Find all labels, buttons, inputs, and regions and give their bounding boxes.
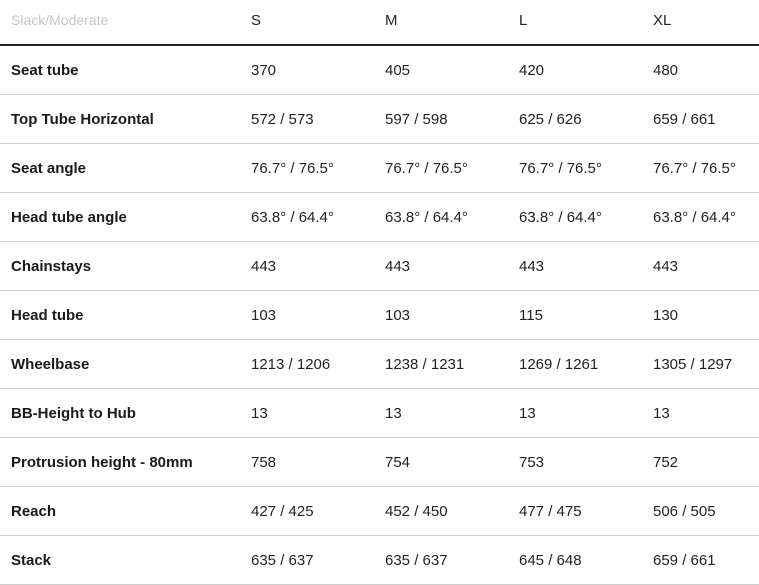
row-label: BB-Height to Hub	[11, 404, 136, 422]
table-row	[0, 536, 759, 585]
size-header-m: M	[385, 11, 398, 29]
row-value: 659 / 661	[653, 110, 716, 128]
row-value: 635 / 637	[251, 551, 314, 569]
table-row	[0, 291, 759, 340]
row-value: 13	[251, 404, 268, 422]
row-value: 13	[653, 404, 670, 422]
row-value: 370	[251, 61, 277, 79]
row-label: Protrusion height - 80mm	[11, 453, 193, 471]
table-row	[0, 95, 759, 144]
row-label: Wheelbase	[11, 355, 90, 373]
table-row	[0, 242, 759, 291]
row-value: 443	[251, 257, 277, 275]
row-value: 427 / 425	[251, 502, 314, 520]
row-label: Stack	[11, 551, 52, 569]
row-label: Head tube	[11, 306, 84, 324]
size-header-s: S	[251, 11, 262, 29]
row-value: 76.7° / 76.5°	[385, 159, 468, 177]
row-value: 1238 / 1231	[385, 355, 465, 373]
row-value: 753	[519, 453, 545, 471]
row-value: 76.7° / 76.5°	[251, 159, 334, 177]
row-value: 758	[251, 453, 277, 471]
row-value: 480	[653, 61, 679, 79]
row-value: 405	[385, 61, 411, 79]
row-value: 443	[519, 257, 545, 275]
size-header-l: L	[519, 11, 528, 29]
row-value: 1305 / 1297	[653, 355, 733, 373]
row-value: 103	[251, 306, 277, 324]
row-value: 13	[385, 404, 402, 422]
row-value: 506 / 505	[653, 502, 716, 520]
row-value: 420	[519, 61, 545, 79]
row-label: Reach	[11, 502, 57, 520]
row-value: 625 / 626	[519, 110, 582, 128]
row-value: 76.7° / 76.5°	[653, 159, 736, 177]
table-row	[0, 438, 759, 487]
table-row	[0, 193, 759, 242]
row-value: 452 / 450	[385, 502, 448, 520]
row-value: 63.8° / 64.4°	[251, 208, 334, 226]
row-value: 63.8° / 64.4°	[653, 208, 736, 226]
row-label: Top Tube Horizontal	[11, 110, 154, 128]
row-value: 1269 / 1261	[519, 355, 599, 373]
row-value: 752	[653, 453, 679, 471]
table-row	[0, 340, 759, 389]
row-label: Head tube angle	[11, 208, 127, 226]
row-value: 597 / 598	[385, 110, 448, 128]
row-value: 130	[653, 306, 679, 324]
row-value: 13	[519, 404, 536, 422]
table-header-row	[0, 0, 759, 46]
row-value: 572 / 573	[251, 110, 314, 128]
row-value: 477 / 475	[519, 502, 582, 520]
row-value: 443	[385, 257, 411, 275]
row-value: 76.7° / 76.5°	[519, 159, 602, 177]
row-value: 63.8° / 64.4°	[385, 208, 468, 226]
row-value: 103	[385, 306, 411, 324]
row-value: 659 / 661	[653, 551, 716, 569]
table-row	[0, 389, 759, 438]
table-row	[0, 46, 759, 95]
row-value: 645 / 648	[519, 551, 582, 569]
row-label: Seat tube	[11, 61, 79, 79]
table-row	[0, 487, 759, 536]
row-value: 635 / 637	[385, 551, 448, 569]
table-row	[0, 144, 759, 193]
row-label: Seat angle	[11, 159, 87, 177]
corner-label: Slack/Moderate	[11, 12, 109, 28]
row-value: 63.8° / 64.4°	[519, 208, 602, 226]
size-header-xl: XL	[653, 11, 672, 29]
row-value: 443	[653, 257, 679, 275]
row-value: 115	[519, 306, 543, 324]
row-value: 754	[385, 453, 411, 471]
row-value: 1213 / 1206	[251, 355, 331, 373]
row-label: Chainstays	[11, 257, 92, 275]
